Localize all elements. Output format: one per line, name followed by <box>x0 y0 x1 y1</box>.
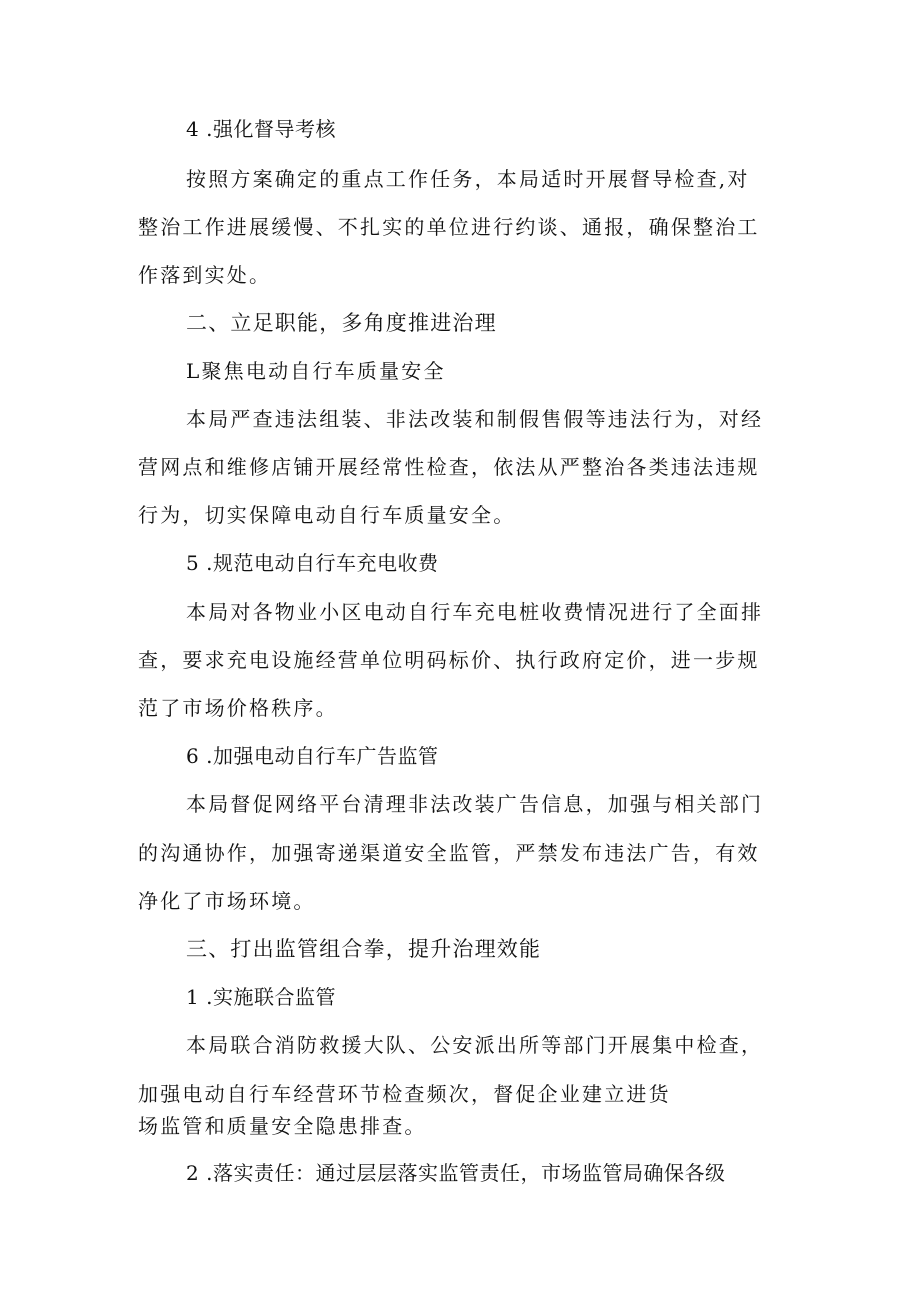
subheading-joint-supervision: 1 .实施联合监管 <box>186 985 336 1009</box>
paragraph-line: 整治工作进展缓慢、不扎实的单位进行约谈、通报，确保整治工 <box>138 215 760 239</box>
paragraph-line: 净化了市场环境。 <box>138 889 316 913</box>
subheading-advertising: 6 .加强电动自行车广告监管 <box>186 744 439 768</box>
paragraph-line: 本局严查违法组装、非法改装和制假售假等违法行为，对经 <box>186 407 764 431</box>
subheading-supervision: 4 .强化督导考核 <box>186 117 336 141</box>
paragraph-line: 加强电动自行车经营环节检查频次，督促企业建立进货 <box>138 1082 671 1106</box>
paragraph-line: 本局对各物业小区电动自行车充电桩收费情况进行了全面排 <box>186 600 764 624</box>
paragraph-line: 营网点和维修店铺开展经常性检查，依法从严整治各类违法违规 <box>138 455 760 479</box>
paragraph-line: 范了市场价格秩序。 <box>138 696 338 720</box>
paragraph-line: 的沟通协作，加强寄递渠道安全监管，严禁发布违法广告，有效 <box>138 841 760 865</box>
paragraph-line: 作落到实处。 <box>138 263 272 287</box>
subheading-responsibility: 2 .落实责任：通过层层落实监管责任，市场监管局确保各级 <box>186 1161 726 1185</box>
subheading-quality: L聚焦电动自行车质量安全 <box>186 359 446 383</box>
section-heading-3: 三、打出监管组合拳，提升治理效能 <box>186 937 542 961</box>
paragraph-line: 本局联合消防救援大队、公安派出所等部门开展集中检查， <box>186 1033 764 1057</box>
subheading-charging: 5 .规范电动自行车充电收费 <box>186 551 439 575</box>
paragraph-line: 本局督促网络平台清理非法改装广告信息，加强与相关部门 <box>186 792 764 816</box>
paragraph-line: 场监管和质量安全隐患排查。 <box>138 1114 427 1138</box>
paragraph-line: 按照方案确定的重点工作任务，本局适时开展督导检查,对 <box>186 167 750 191</box>
paragraph-line: 查，要求充电设施经营单位明码标价、执行政府定价，进一步规 <box>138 648 760 672</box>
paragraph-line: 行为，切实保障电动自行车质量安全。 <box>138 503 516 527</box>
section-heading-2: 二、立足职能，多角度推进治理 <box>186 311 497 335</box>
